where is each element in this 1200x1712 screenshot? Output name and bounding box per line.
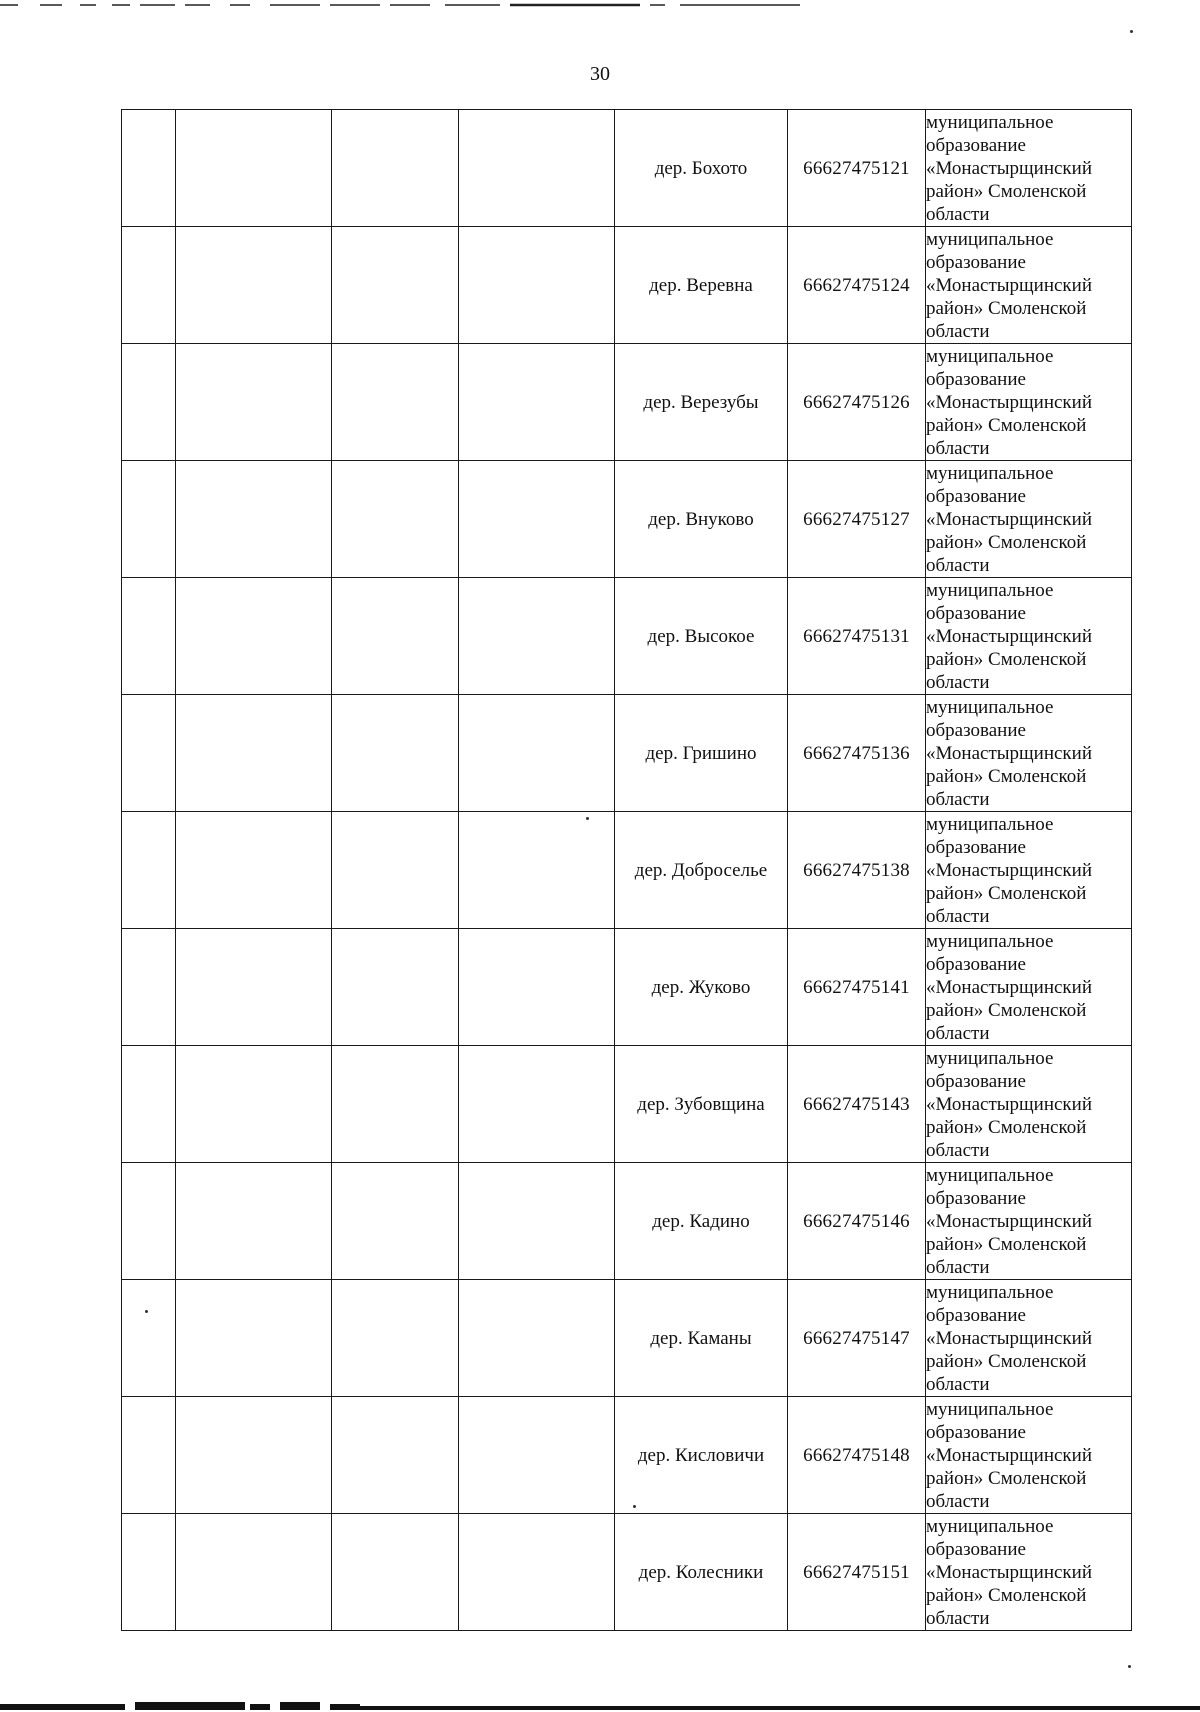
municipality-line: муниципальное	[926, 111, 1054, 133]
settlement-name: дер. Кисловичи	[615, 1397, 788, 1514]
table-body	[122, 110, 1132, 1631]
municipality-line: «Монастырщинский	[926, 391, 1092, 413]
empty-cell	[332, 695, 459, 812]
municipality-line: район» Смоленской	[926, 180, 1087, 202]
empty-cell	[122, 578, 176, 695]
municipality-line: «Монастырщинский	[926, 625, 1092, 647]
empty-cell	[332, 812, 459, 929]
municipality-line: «Монастырщинский	[926, 976, 1092, 998]
scan-speck	[1130, 30, 1133, 33]
settlement-name: дер. Доброселье	[615, 812, 788, 929]
table-row	[122, 1046, 1132, 1163]
oktmo-code: 66627475147	[788, 1280, 926, 1397]
empty-cell	[122, 1397, 176, 1514]
oktmo-code: 66627475146	[788, 1163, 926, 1280]
municipality-line: муниципальное	[926, 813, 1054, 835]
empty-cell	[176, 1163, 332, 1280]
municipality-cell	[926, 461, 1132, 578]
settlement-name: дер. Каманы	[615, 1280, 788, 1397]
settlement-name: дер. Зубовщина	[615, 1046, 788, 1163]
municipality-cell	[926, 1280, 1132, 1397]
empty-cell	[122, 110, 176, 227]
empty-cell	[122, 1046, 176, 1163]
municipality-line: области	[926, 1373, 990, 1395]
municipality-line: район» Смоленской	[926, 297, 1087, 319]
municipality-line: «Монастырщинский	[926, 1561, 1092, 1583]
municipality-cell	[926, 1046, 1132, 1163]
table-row	[122, 695, 1132, 812]
empty-cell	[176, 1514, 332, 1631]
municipality-line: «Монастырщинский	[926, 1210, 1092, 1232]
empty-cell	[332, 1163, 459, 1280]
empty-cell	[122, 695, 176, 812]
oktmo-code: 66627475121	[788, 110, 926, 227]
empty-cell	[459, 1046, 615, 1163]
municipality-line: «Монастырщинский	[926, 508, 1092, 530]
municipality-line: образование	[926, 368, 1026, 390]
municipality-line: области	[926, 788, 990, 810]
table-row	[122, 578, 1132, 695]
municipality-line: области	[926, 1256, 990, 1278]
oktmo-code: 66627475126	[788, 344, 926, 461]
empty-cell	[176, 461, 332, 578]
empty-cell	[459, 812, 615, 929]
page-number: 30	[590, 63, 610, 85]
municipality-line: области	[926, 554, 990, 576]
municipality-line: муниципальное	[926, 228, 1054, 250]
empty-cell	[459, 578, 615, 695]
table-row	[122, 1514, 1132, 1631]
municipality-line: район» Смоленской	[926, 531, 1087, 553]
municipality-line: «Монастырщинский	[926, 742, 1092, 764]
municipality-line: район» Смоленской	[926, 1584, 1087, 1606]
empty-cell	[176, 578, 332, 695]
municipality-line: образование	[926, 953, 1026, 975]
municipality-line: район» Смоленской	[926, 882, 1087, 904]
settlement-name: дер. Кадино	[615, 1163, 788, 1280]
municipality-cell	[926, 1397, 1132, 1514]
empty-cell	[176, 1046, 332, 1163]
settlement-name: дер. Гришино	[615, 695, 788, 812]
table-row	[122, 1280, 1132, 1397]
municipality-line: район» Смоленской	[926, 1233, 1087, 1255]
municipality-line: образование	[926, 485, 1026, 507]
oktmo-code: 66627475141	[788, 929, 926, 1046]
municipality-cell	[926, 227, 1132, 344]
municipality-line: образование	[926, 1538, 1026, 1560]
scan-speck	[145, 1310, 148, 1313]
municipality-line: образование	[926, 1304, 1026, 1326]
settlement-name: дер. Высокое	[615, 578, 788, 695]
empty-cell	[332, 461, 459, 578]
empty-cell	[176, 812, 332, 929]
municipality-line: области	[926, 1022, 990, 1044]
municipality-line: район» Смоленской	[926, 765, 1087, 787]
municipality-cell	[926, 1163, 1132, 1280]
municipality-line: области	[926, 671, 990, 693]
empty-cell	[459, 110, 615, 227]
municipality-line: области	[926, 320, 990, 342]
empty-cell	[176, 695, 332, 812]
municipality-cell	[926, 929, 1132, 1046]
empty-cell	[176, 929, 332, 1046]
table-row	[122, 110, 1132, 227]
empty-cell	[122, 227, 176, 344]
municipality-line: «Монастырщинский	[926, 859, 1092, 881]
municipality-cell	[926, 1514, 1132, 1631]
municipality-line: муниципальное	[926, 579, 1054, 601]
empty-cell	[176, 227, 332, 344]
municipality-line: области	[926, 437, 990, 459]
municipality-line: район» Смоленской	[926, 999, 1087, 1021]
municipality-line: муниципальное	[926, 1164, 1054, 1186]
empty-cell	[176, 344, 332, 461]
empty-cell	[332, 578, 459, 695]
empty-cell	[176, 1397, 332, 1514]
empty-cell	[122, 929, 176, 1046]
municipality-line: муниципальное	[926, 345, 1054, 367]
municipality-line: муниципальное	[926, 930, 1054, 952]
oktmo-code: 66627475138	[788, 812, 926, 929]
municipality-line: муниципальное	[926, 696, 1054, 718]
empty-cell	[122, 1280, 176, 1397]
municipality-line: муниципальное	[926, 1281, 1054, 1303]
municipality-line: образование	[926, 1421, 1026, 1443]
empty-cell	[332, 110, 459, 227]
empty-cell	[332, 1280, 459, 1397]
empty-cell	[332, 1397, 459, 1514]
table-row	[122, 344, 1132, 461]
empty-cell	[122, 1514, 176, 1631]
scan-artifact-bottom	[0, 1694, 1200, 1712]
municipality-line: муниципальное	[926, 1047, 1054, 1069]
municipality-cell	[926, 695, 1132, 812]
oktmo-code: 66627475127	[788, 461, 926, 578]
empty-cell	[459, 929, 615, 1046]
scan-speck	[1128, 1665, 1131, 1668]
table-row	[122, 929, 1132, 1046]
municipality-line: «Монастырщинский	[926, 274, 1092, 296]
settlement-name: дер. Бохото	[615, 110, 788, 227]
empty-cell	[459, 227, 615, 344]
empty-cell	[122, 812, 176, 929]
municipality-line: «Монастырщинский	[926, 1444, 1092, 1466]
empty-cell	[122, 344, 176, 461]
municipality-line: «Монастырщинский	[926, 157, 1092, 179]
table-row	[122, 1397, 1132, 1514]
oktmo-code: 66627475136	[788, 695, 926, 812]
municipality-line: области	[926, 1139, 990, 1161]
empty-cell	[122, 461, 176, 578]
oktmo-code: 66627475148	[788, 1397, 926, 1514]
settlement-name: дер. Внуково	[615, 461, 788, 578]
empty-cell	[332, 1046, 459, 1163]
municipality-line: «Монастырщинский	[926, 1093, 1092, 1115]
scan-speck	[586, 817, 589, 820]
municipality-line: район» Смоленской	[926, 414, 1087, 436]
oktmo-code: 66627475143	[788, 1046, 926, 1163]
table-row	[122, 812, 1132, 929]
municipality-line: образование	[926, 719, 1026, 741]
municipality-cell	[926, 344, 1132, 461]
oktmo-code: 66627475151	[788, 1514, 926, 1631]
table-row	[122, 227, 1132, 344]
municipality-line: образование	[926, 1187, 1026, 1209]
municipality-line: район» Смоленской	[926, 1116, 1087, 1138]
municipality-line: муниципальное	[926, 462, 1054, 484]
oktmo-code: 66627475124	[788, 227, 926, 344]
settlement-name: дер. Веревна	[615, 227, 788, 344]
municipality-line: муниципальное	[926, 1398, 1054, 1420]
empty-cell	[459, 461, 615, 578]
municipality-line: образование	[926, 602, 1026, 624]
empty-cell	[332, 227, 459, 344]
empty-cell	[459, 1397, 615, 1514]
municipality-line: район» Смоленской	[926, 1350, 1087, 1372]
empty-cell	[332, 929, 459, 1046]
municipality-cell	[926, 110, 1132, 227]
scan-artifact-top	[0, 0, 800, 10]
empty-cell	[459, 344, 615, 461]
municipality-line: области	[926, 1490, 990, 1512]
municipality-line: области	[926, 1607, 990, 1629]
municipality-line: образование	[926, 251, 1026, 273]
municipality-cell	[926, 812, 1132, 929]
municipality-line: район» Смоленской	[926, 1467, 1087, 1489]
municipality-line: образование	[926, 134, 1026, 156]
empty-cell	[332, 344, 459, 461]
empty-cell	[459, 1280, 615, 1397]
municipality-line: образование	[926, 1070, 1026, 1092]
empty-cell	[176, 110, 332, 227]
municipality-cell	[926, 578, 1132, 695]
municipality-line: образование	[926, 836, 1026, 858]
scan-speck	[633, 1505, 636, 1508]
settlement-name: дер. Жуково	[615, 929, 788, 1046]
empty-cell	[122, 1163, 176, 1280]
empty-cell	[176, 1280, 332, 1397]
empty-cell	[459, 1163, 615, 1280]
municipality-line: области	[926, 905, 990, 927]
empty-cell	[459, 1514, 615, 1631]
empty-cell	[332, 1514, 459, 1631]
table-row	[122, 1163, 1132, 1280]
oktmo-code: 66627475131	[788, 578, 926, 695]
settlement-name: дер. Верезубы	[615, 344, 788, 461]
settlement-name: дер. Колесники	[615, 1514, 788, 1631]
settlements-table	[121, 109, 1132, 1631]
municipality-line: район» Смоленской	[926, 648, 1087, 670]
table-row	[122, 461, 1132, 578]
municipality-line: области	[926, 203, 990, 225]
municipality-line: муниципальное	[926, 1515, 1054, 1537]
municipality-line: «Монастырщинский	[926, 1327, 1092, 1349]
empty-cell	[459, 695, 615, 812]
